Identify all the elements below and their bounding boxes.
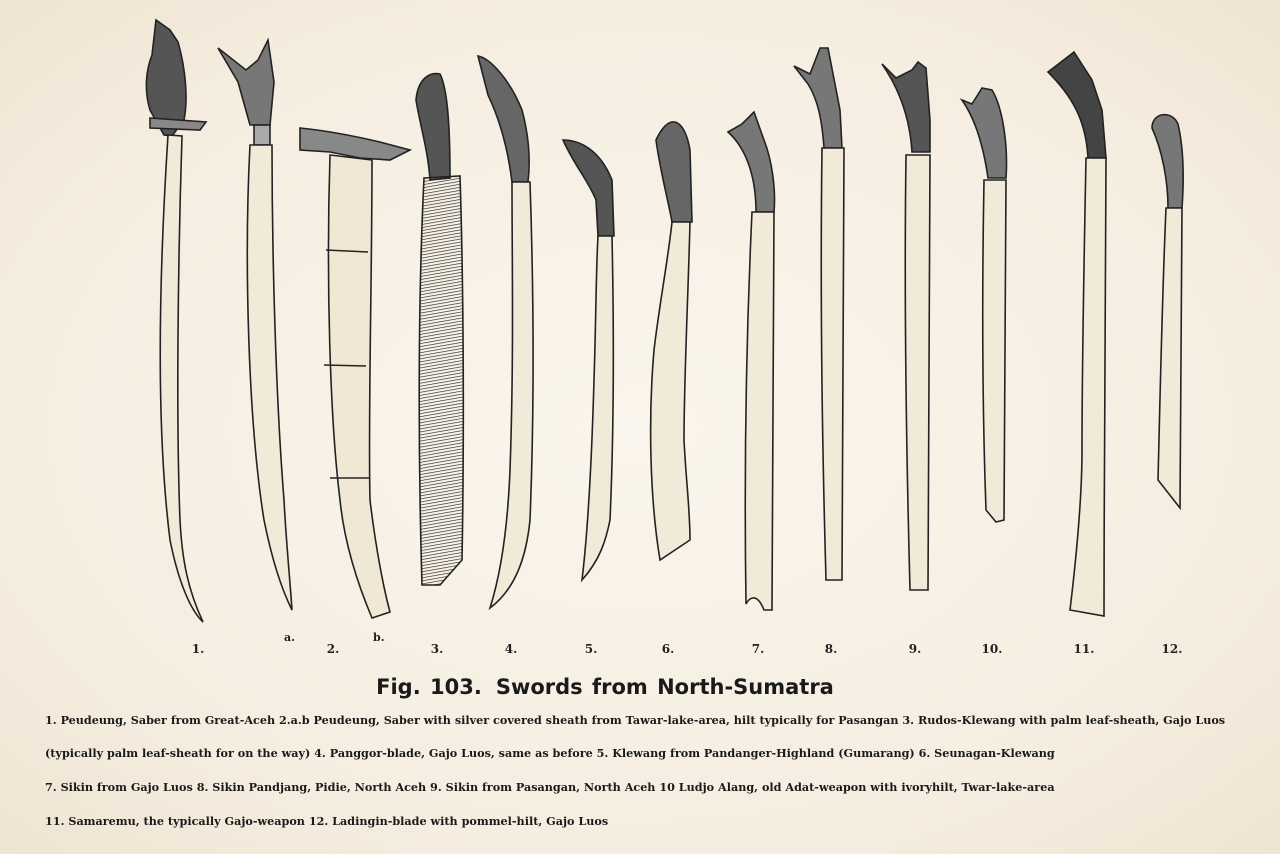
sword-1-drawing	[146, 20, 206, 622]
figure-number: 12.	[1161, 642, 1183, 656]
figure-number: 10.	[981, 642, 1003, 656]
figure-number: 9.	[908, 642, 922, 656]
sword-6-drawing	[651, 122, 692, 560]
sword-12-drawing	[1152, 115, 1183, 508]
figure-number: 7.	[751, 642, 765, 656]
caption-line-3: 7. Sikin from Gajo Luos 8. Sikin Pandjang, Pidie, North Aceh 9. Sikin from Pasangan, North Aceh 10 Ludjo Alang, old Adat-weapon with ivoryhilt, Twar-lake-area	[45, 780, 1055, 794]
sword-7-drawing	[728, 112, 775, 610]
figure-number: 1.	[191, 642, 205, 656]
sword-11-drawing	[1048, 52, 1106, 616]
figure-title	[0, 675, 1210, 699]
caption-line-4: 11. Samaremu, the typically Gajo-weapon 12. Ladingin-blade with pommel-hilt, Gajo Luos	[45, 814, 609, 828]
figure-title-text: Swords from North-Sumatra	[495, 675, 834, 699]
sword-4-drawing	[478, 56, 533, 608]
figure-number: 6.	[661, 642, 675, 656]
sword-2b-drawing	[300, 128, 410, 618]
sword-5-drawing	[563, 140, 614, 580]
sub-label-b: b.	[373, 631, 385, 644]
sub-label-a: a.	[284, 631, 295, 644]
figure-number: 3.	[430, 642, 444, 656]
sword-2a-drawing	[218, 40, 292, 610]
sword-3-drawing	[416, 74, 463, 585]
figure-label: Fig. 103.	[376, 675, 482, 699]
caption-line-1: 1. Peudeung, Saber from Great-Aceh 2.a.b Peudeung, Saber with silver covered sheath from Tawar-lake-area, hilt typically for Pasangan 3. Rudos-Klewang with palm leaf-sheath, Gajo Luos	[45, 713, 1226, 727]
sword-9-drawing	[882, 62, 930, 590]
figure-number: 11.	[1073, 642, 1095, 656]
figure-number: 8.	[824, 642, 838, 656]
sword-8-drawing	[794, 48, 844, 580]
sword-10-drawing	[962, 88, 1006, 522]
caption-line-2: (typically palm leaf-sheath for on the way) 4. Panggor-blade, Gajo Luos, same as before 5. Klewang from Pandanger-Highland (Gumarang) 6. Seunagan-Klewang	[45, 746, 1055, 760]
figure-number: 2.	[326, 642, 340, 656]
figure-number: 4.	[504, 642, 518, 656]
figure-number: 5.	[584, 642, 598, 656]
